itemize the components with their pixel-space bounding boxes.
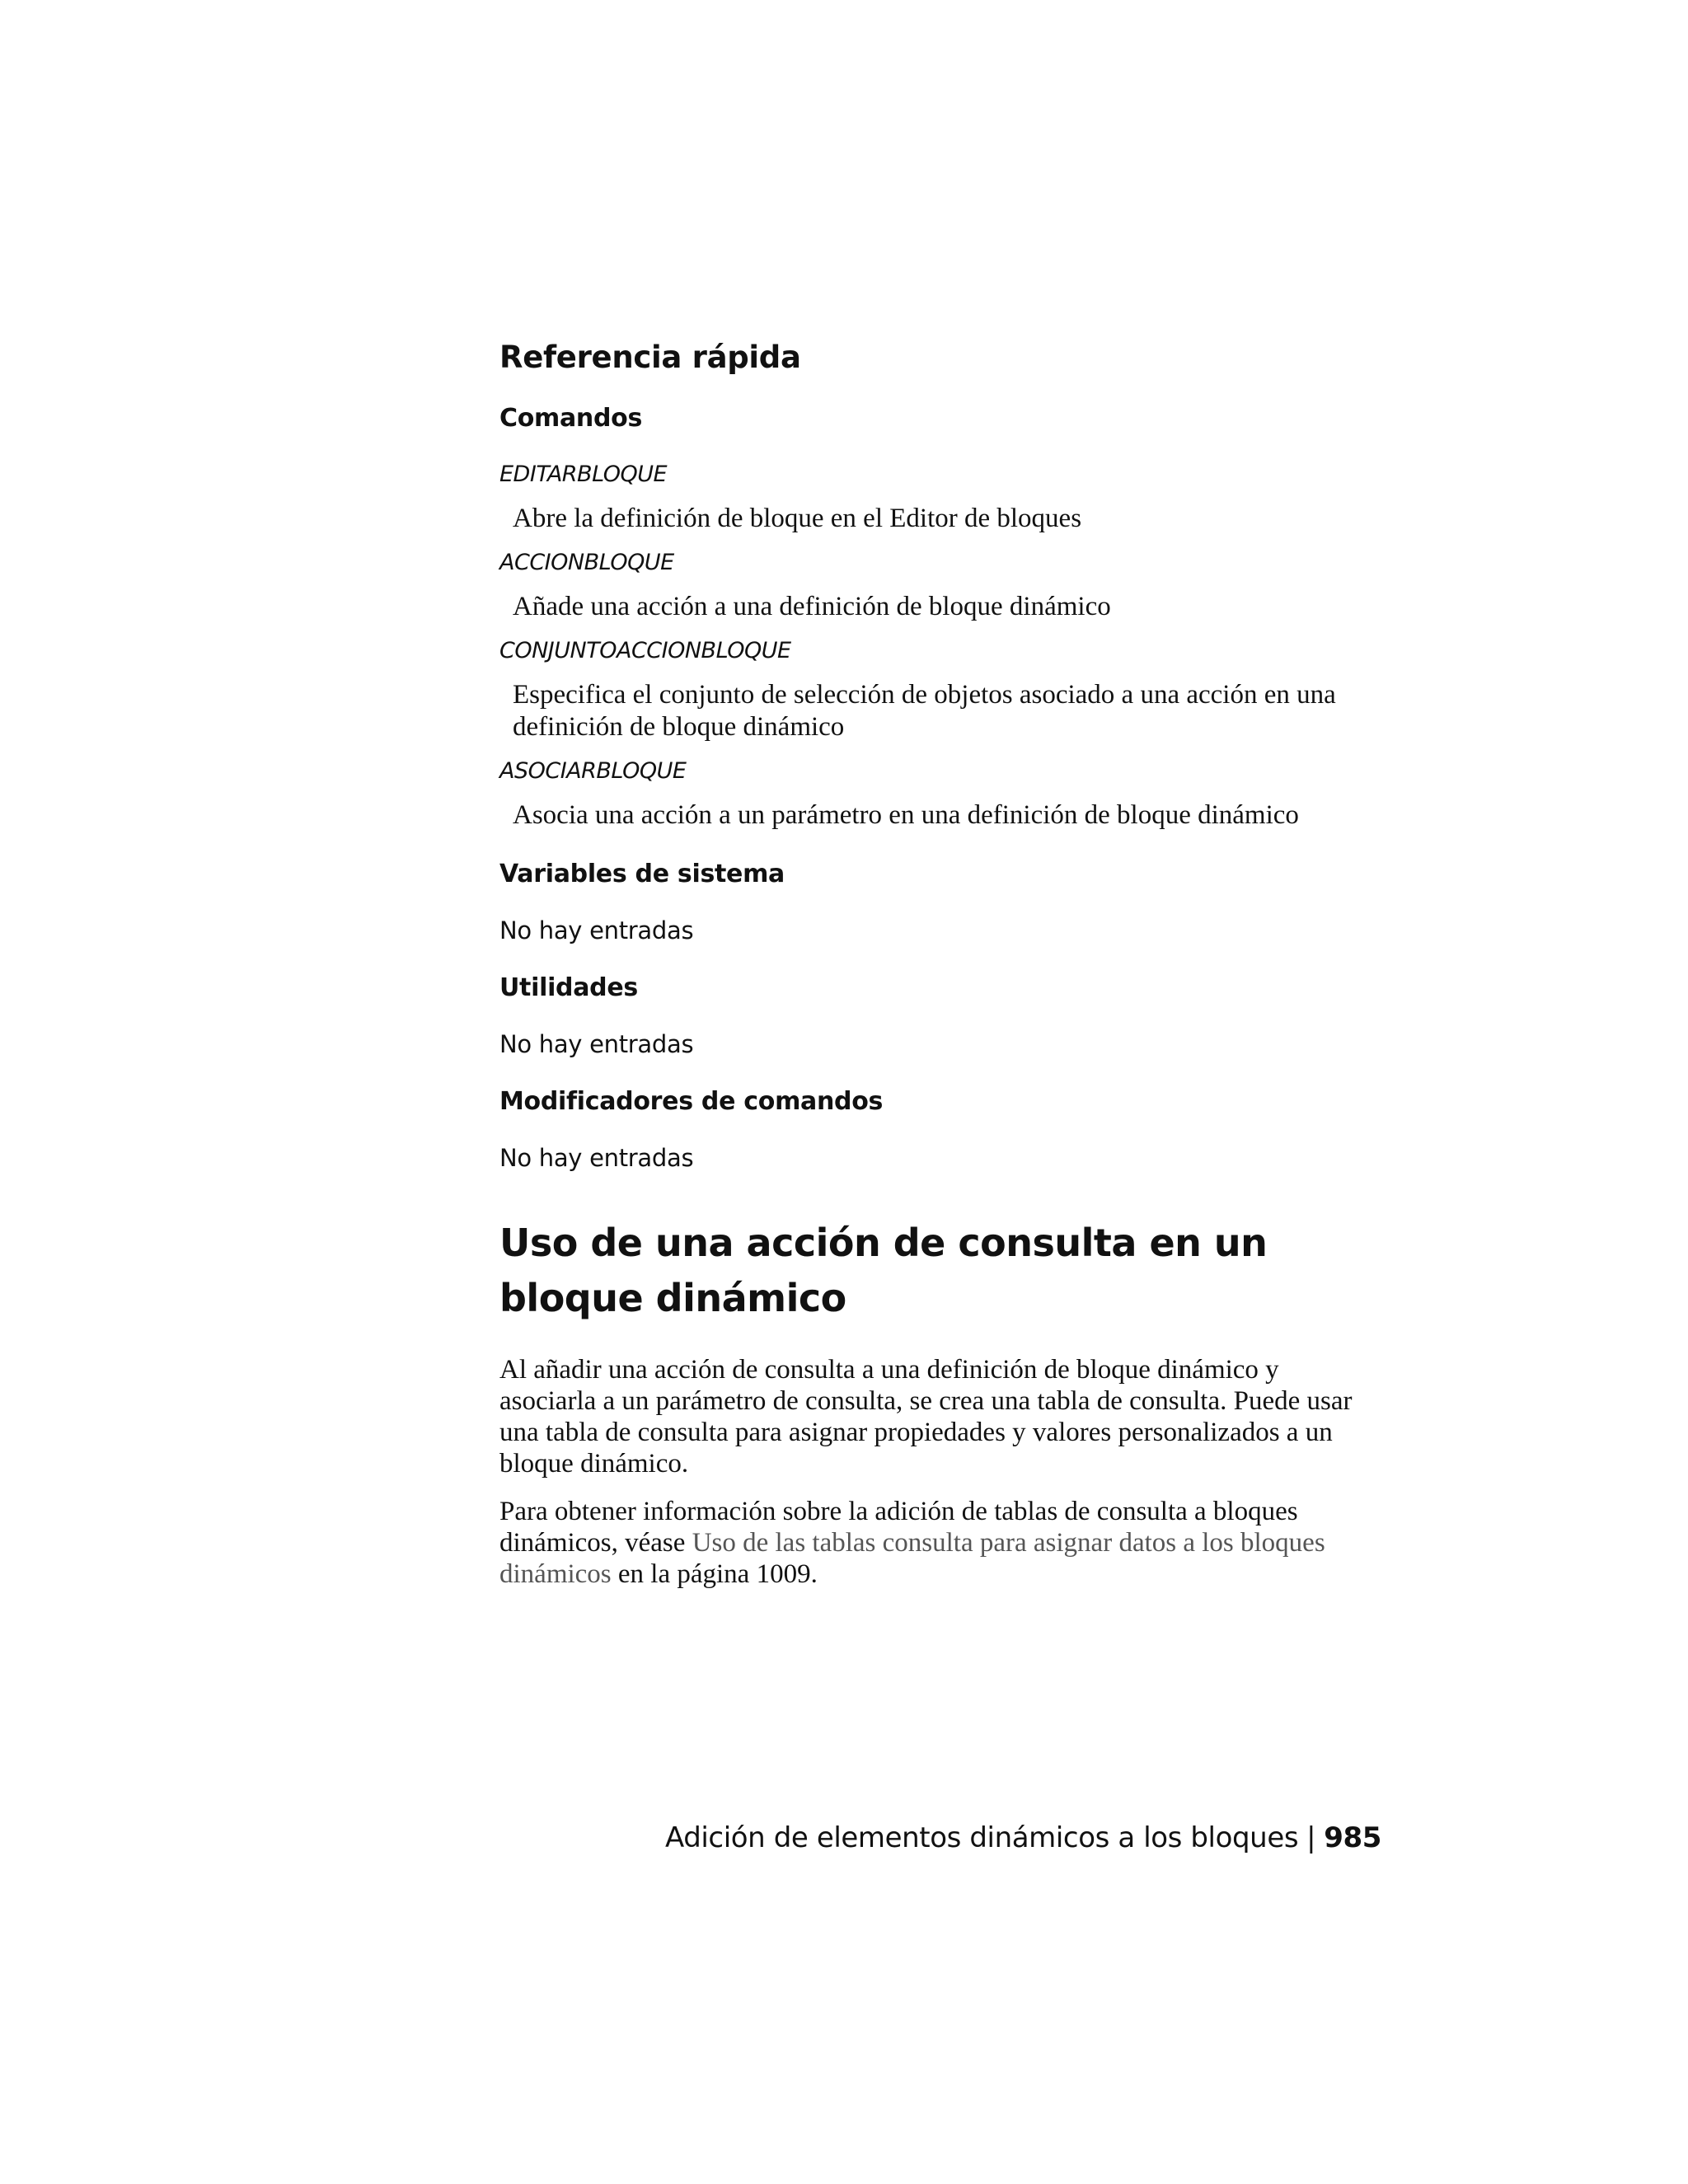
system-variables-text: No hay entradas: [499, 916, 694, 944]
page-number: 985: [1324, 1821, 1381, 1854]
command-description: Añade una acción a una definición de bloque dinámico: [513, 592, 1111, 621]
system-variables-heading: Variables de sistema: [499, 860, 785, 888]
command-description: Asocia una acción a un parámetro en una definición de bloque dinámico: [513, 800, 1299, 830]
command-name[interactable]: CONJUNTOACCIONBLOQUE: [499, 638, 791, 663]
utilities-text: No hay entradas: [499, 1030, 694, 1058]
cross-reference-link[interactable]: Uso de las tablas consulta para asignar datos a los bloques dinámicos: [499, 1528, 1325, 1589]
command-modifiers-text: No hay entradas: [499, 1144, 694, 1172]
command-modifiers-heading: Modificadores de comandos: [499, 1087, 884, 1116]
footer-chapter-title: Adición de elementos dinámicos a los bloques: [664, 1821, 1299, 1854]
command-list: [499, 458, 1381, 832]
utilities-heading: Utilidades: [499, 973, 638, 1002]
command-description: Especifica el conjunto de selección de objetos asociado a una acción en una definición de bloque dinámico: [513, 680, 1336, 742]
command-name[interactable]: ACCIONBLOQUE: [499, 550, 674, 575]
page-content: [499, 336, 1381, 1606]
quick-reference-title: Referencia rápida: [499, 340, 801, 375]
footer-separator: |: [1306, 1821, 1316, 1854]
commands-heading: Comandos: [499, 404, 643, 433]
section-paragraph: Al añadir una acción de consulta a una definición de bloque dinámico y asociarla a un parámetro de consulta, se crea una tabla de consulta. Puede usar una tabla de consulta para asignar propiedades y valores personalizados a un bloque dinámico.: [499, 1355, 1353, 1479]
command-name[interactable]: ASOCIARBLOQUE: [499, 758, 687, 784]
command-name[interactable]: EDITARBLOQUE: [499, 462, 668, 487]
section-title: Uso de una acción de consulta en un bloque dinámico: [499, 1221, 1268, 1320]
paragraph-text: Para obtener información sobre la adición de tablas de consulta a bloques dinámicos, véase: [499, 1497, 1298, 1558]
section-paragraph-with-link: [499, 1496, 1381, 1590]
paragraph-text: en la página 1009.: [611, 1559, 818, 1589]
command-description: Abre la definición de bloque en el Editor de bloques: [513, 504, 1082, 533]
page-footer: [665, 1818, 1381, 1858]
